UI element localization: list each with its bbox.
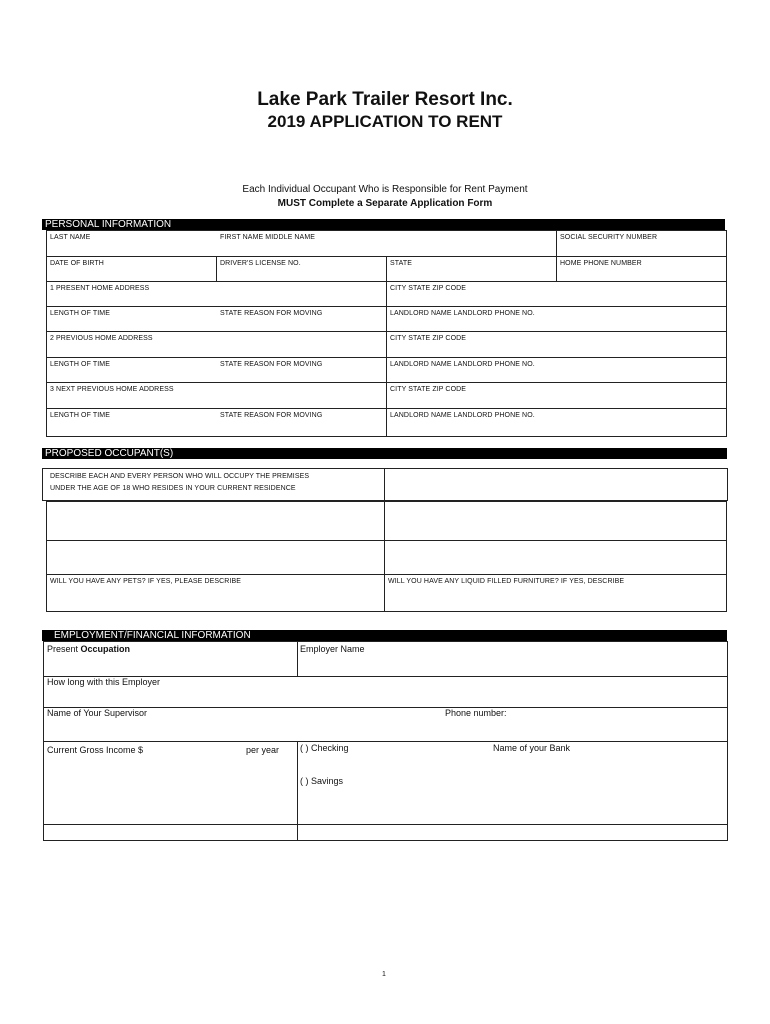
city-state-zip-label: CITY STATE ZIP CODE <box>390 386 467 393</box>
city-state-zip-label: CITY STATE ZIP CODE <box>390 335 467 342</box>
row-divider <box>43 741 728 742</box>
present-occupation-label <box>47 644 130 654</box>
length-of-time-label: LENGTH OF TIME <box>50 412 110 419</box>
col-divider <box>384 501 385 612</box>
row-divider <box>46 540 727 541</box>
personal-info-heading: PERSONAL INFORMATION <box>42 219 725 230</box>
savings-checkbox[interactable]: ( ) Savings <box>300 776 344 786</box>
notice-line-2: MUST Complete a Separate Application Form <box>277 198 493 209</box>
col-divider <box>216 256 217 281</box>
next-previous-address-label: 3 NEXT PREVIOUS HOME ADDRESS <box>50 386 174 393</box>
col-divider <box>297 641 298 676</box>
page-number: 1 <box>382 971 386 978</box>
reason-for-moving-label: STATE REASON FOR MOVING <box>220 412 323 419</box>
first-middle-name-label: FIRST NAME MIDDLE NAME <box>220 234 316 241</box>
length-of-time-label: LENGTH OF TIME <box>50 361 110 368</box>
form-title: 2019 APPLICATION TO RENT <box>267 112 503 131</box>
previous-address-label: 2 PREVIOUS HOME ADDRESS <box>50 335 153 342</box>
col-divider <box>386 256 387 437</box>
license-label: DRIVER'S LICENSE NO. <box>220 260 301 267</box>
notice-line-1: Each Individual Occupant Who is Responsible for Rent Payment <box>242 184 528 195</box>
occupants-heading: PROPOSED OCCUPANT(S) <box>42 448 727 459</box>
last-name-label: LAST NAME <box>50 234 91 241</box>
pets-label: WILL YOU HAVE ANY PETS? IF YES, PLEASE DESCRIBE <box>50 578 242 585</box>
reason-for-moving-label: STATE REASON FOR MOVING <box>220 361 323 368</box>
checking-checkbox[interactable]: ( ) Checking <box>300 743 349 753</box>
row-divider <box>43 824 728 825</box>
ssn-label: SOCIAL SECURITY NUMBER <box>560 234 658 241</box>
phone-number-label: Phone number: <box>445 708 507 718</box>
col-divider <box>384 468 385 501</box>
landlord-label: LANDLORD NAME LANDLORD PHONE NO. <box>390 412 535 419</box>
city-state-zip-label: CITY STATE ZIP CODE <box>390 285 467 292</box>
reason-for-moving-label: STATE REASON FOR MOVING <box>220 310 323 317</box>
landlord-label: LANDLORD NAME LANDLORD PHONE NO. <box>390 310 535 317</box>
bank-name-label: Name of your Bank <box>493 743 571 753</box>
employer-name-label: Employer Name <box>300 644 365 654</box>
employment-heading: EMPLOYMENT/FINANCIAL INFORMATION <box>42 630 727 641</box>
row-divider <box>46 574 727 575</box>
liquid-furniture-label: WILL YOU HAVE ANY LIQUID FILLED FURNITURE? IF YES, DESCRIBE <box>388 578 625 585</box>
landlord-label: LANDLORD NAME LANDLORD PHONE NO. <box>390 361 535 368</box>
per-year-label: per year <box>246 745 280 755</box>
occupants-table <box>46 501 727 612</box>
present-label: Present <box>47 644 79 654</box>
col-divider <box>297 741 298 841</box>
occupants-describe-line-2: UNDER THE AGE OF 18 WHO RESIDES IN YOUR CURRENT RESIDENCE <box>50 485 296 492</box>
occupants-describe-line-1: DESCRIBE EACH AND EVERY PERSON WHO WILL OCCUPY THE PREMISES <box>50 473 310 480</box>
present-address-label: 1 PRESENT HOME ADDRESS <box>50 285 150 292</box>
how-long-label: How long with this Employer <box>47 677 161 687</box>
length-of-time-label: LENGTH OF TIME <box>50 310 110 317</box>
occupation-label: Occupation <box>80 644 131 654</box>
state-label: STATE <box>390 260 413 267</box>
company-name: Lake Park Trailer Resort Inc. <box>257 89 513 110</box>
gross-income-label: Current Gross Income $ <box>47 745 144 755</box>
dob-label: DATE OF BIRTH <box>50 260 104 267</box>
col-divider <box>556 230 557 281</box>
supervisor-label: Name of Your Supervisor <box>47 708 148 718</box>
home-phone-label: HOME PHONE NUMBER <box>560 260 642 267</box>
